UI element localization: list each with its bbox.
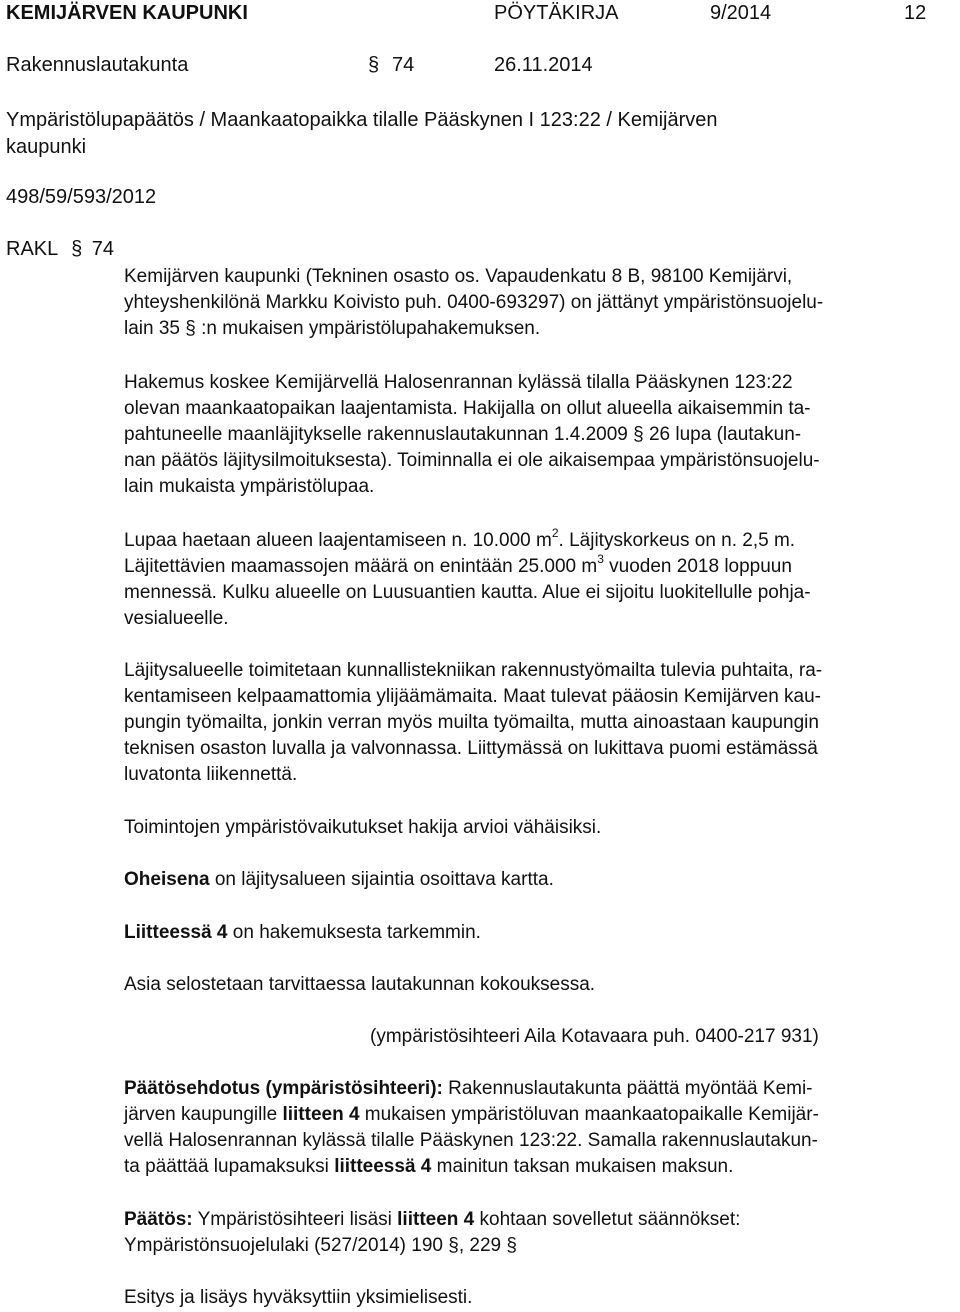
city-name: KEMIJÄRVEN KAUPUNKI <box>6 2 248 24</box>
section-sign: § <box>368 54 380 76</box>
doc-number: 9/2014 <box>710 2 772 24</box>
rakl-number: 74 <box>91 238 115 260</box>
paragraph-map-reference <box>124 867 924 893</box>
rakl-label <box>6 238 114 261</box>
final-approval <box>124 1285 924 1311</box>
board-name: Rakennuslautakunta <box>6 54 189 76</box>
text-line: kentamiseen kelpaamattomia ylijäämämaita. Maat tulevat pääosin Kemijärven kau- <box>124 686 822 707</box>
text-line: luvatonta liikennettä. <box>124 764 298 785</box>
text-line: Toimintojen ympäristövaikutukset hakija arvioi vähäisiksi. <box>124 817 602 838</box>
decision-proposal <box>124 1076 924 1180</box>
text-line: pahtuneelle maanläjitykselle rakennuslautakunnan 1.4.2009 § 26 lupa (lautakun- <box>124 424 802 445</box>
paragraph-materials <box>124 658 924 788</box>
paragraph-impacts <box>124 815 924 841</box>
text-line: Päätösehdotus (ympäristösihteeri): Rakennuslautakunta päättä myöntää Kemi- <box>124 1078 813 1099</box>
text-line: Kemijärven kaupunki (Tekninen osasto os. Vapaudenkatu 8 B, 98100 Kemijärvi, <box>124 266 793 287</box>
title-line: kaupunki <box>6 136 87 158</box>
contact-info: (ympäristösihteeri Aila Kotavaara puh. 0400-217 931) <box>370 1026 819 1047</box>
text-line: Hakemus koskee Kemijärvellä Halosenrannan kylässä tilalla Pääskynen 123:22 <box>124 372 793 393</box>
section-number: 74 <box>392 54 415 76</box>
paragraph-presentation <box>124 972 924 998</box>
text-line: Ympäristönsuojelulaki (527/2014) 190 §, 229 § <box>124 1235 517 1256</box>
text-line: Lupaa haetaan alueen laajentamiseen n. 10.000 $m^2$. Läjityskorkeus on n. 2,5 m. <box>124 525 796 551</box>
document-title <box>6 107 906 161</box>
text-line: Oheisena on läjitysalueen sijaintia osoittava kartta. <box>124 869 554 890</box>
paragraph-attachment-reference <box>124 920 924 946</box>
text-line: Läjitysalueelle toimitetaan kunnallistekniikan rakennustyömailta tulevia puhtaita, ra- <box>124 660 823 681</box>
text-line: olevan maankaatopaikan laajentamista. Hakijalla on ollut alueella aikaisemmin ta- <box>124 398 811 419</box>
text-line: mennessä. Kulku alueelle on Luusuantien kautta. Alue ei sijoitu luokitellulle pohja- <box>124 582 811 603</box>
text-line: nan päätös läjitysilmoituksesta). Toiminnalla ei ole aikaisempaa ympäristönsuojelu- <box>124 450 820 471</box>
meeting-date: 26.11.2014 <box>494 54 593 76</box>
text-line: ta päättää lupamaksuksi liitteessä 4 mainitun taksan mukaisen maksun. <box>124 1156 734 1177</box>
text-line: Liitteessä 4 on hakemuksesta tarkemmin. <box>124 922 481 943</box>
text-line: vesialueelle. <box>124 608 229 629</box>
paragraph-quantities <box>124 525 924 632</box>
text-line: teknisen osaston luvalla ja valvonnassa. Liittymässä on lukittava puomi estämässä <box>124 738 818 759</box>
paragraph-application <box>124 264 924 342</box>
decision <box>124 1207 924 1259</box>
text-line: vellä Halosenrannan kylässä tilalle Pääskynen 123:22. Samalla rakennuslautakun- <box>124 1130 818 1151</box>
text-line: lain mukaista ympäristölupaa. <box>124 476 375 497</box>
doc-type: PÖYTÄKIRJA <box>494 2 619 24</box>
rakl-section-sign: § <box>71 238 83 260</box>
text-line: yhteyshenkilönä Markku Koivisto puh. 0400-693297) on jättänyt ympäristönsuojelu- <box>124 292 824 313</box>
title-line: Ympäristölupapäätös / Maankaatopaikka tilalle Pääskynen I 123:22 / Kemijärven <box>6 109 718 131</box>
text-line: lain 35 § :n mukaisen ympäristölupahakemuksen. <box>124 318 541 339</box>
paragraph-scope <box>124 370 924 500</box>
text-line: Asia selostetaan tarvittaessa lautakunnan kokouksessa. <box>124 974 596 995</box>
text-line: järven kaupungille liitteen 4 mukaisen ympäristöluvan maankaatopaikalle Kemijär- <box>124 1104 819 1125</box>
rakl-text: RAKL <box>6 238 58 260</box>
case-number: 498/59/593/2012 <box>6 186 157 208</box>
text-line: Esitys ja lisäys hyväksyttiin yksimielisesti. <box>124 1287 473 1308</box>
text-line: Päätös: Ympäristösihteeri lisäsi liitteen 4 kohtaan sovelletut säännökset: <box>124 1209 741 1230</box>
text-line: pungin työmailta, jonkin verran myös muilta työmailta, mutta ainoastaan kaupungin <box>124 712 819 733</box>
text-line: Läjitettävien maamassojen määrä on enintään 25.000 $m^3$ vuoden 2018 loppuun <box>124 551 792 577</box>
page-number: 12 <box>904 2 927 24</box>
